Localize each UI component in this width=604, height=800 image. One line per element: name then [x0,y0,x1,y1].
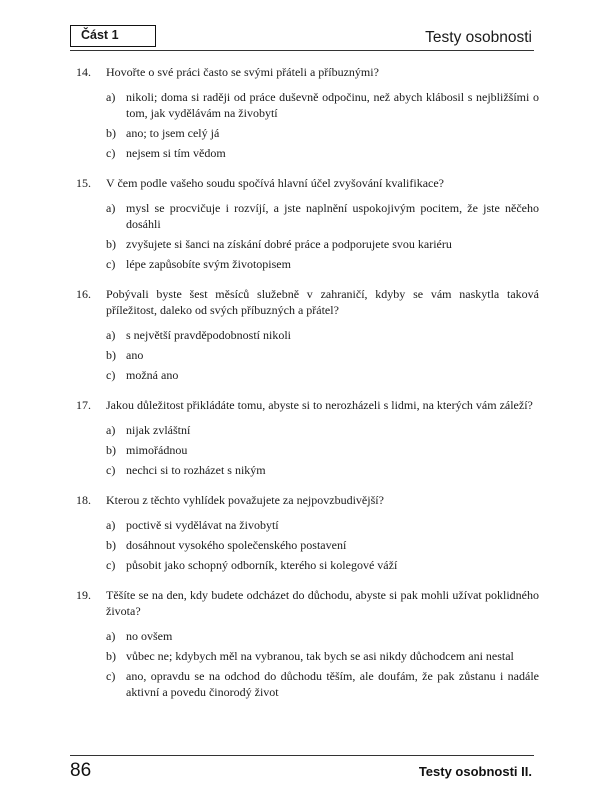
option-letter: c) [106,257,116,271]
answer-option [106,200,539,232]
option-text: nikoli; doma si raději od práce duševně odpočinu, než abych klábosil s nejbližšími o tom, jak vydělávám na živobytí [126,90,539,120]
answer-option [106,256,539,272]
option-text: ano, opravdu se na odchod do důchodu těším, ale doufám, že pak zůstanu i nadále aktivní a povedu činorodý život [126,669,539,699]
answer-option [106,89,539,121]
option-letter: c) [106,368,116,382]
option-letter: a) [106,90,116,104]
question-17 [76,397,539,478]
option-text: no ovšem [126,629,173,643]
answer-option [106,668,539,700]
option-letter: b) [106,443,116,457]
answer-option [106,125,539,141]
option-text: vůbec ne; kdybych měl na vybranou, tak bych se asi nikdy důchodcem ani nestal [126,649,514,663]
header-title: Testy osobnosti [425,29,532,46]
option-letter: c) [106,558,116,572]
question-number: 15. [76,176,91,190]
option-letter: a) [106,518,116,532]
question-15 [76,175,539,272]
option-text: možná ano [126,368,179,382]
option-text: mimořádnou [126,443,188,457]
option-text: dosáhnout vysokého společenského postavení [126,538,347,552]
option-text: zvyšujete si šanci na získání dobré práce a podporujete svou kariéru [126,237,452,251]
option-text: s největší pravděpodobností nikoli [126,328,291,342]
question-text: Těšíte se na den, kdy budete odcházet do důchodu, abyste si pak mohli užívat poklidného života? [106,588,539,618]
question-number: 18. [76,493,91,507]
option-text: nechci si to rozházet s nikým [126,463,266,477]
option-text: ano; to jsem celý já [126,126,220,140]
answer-option [106,462,539,478]
option-text: poctivě si vydělávat na živobytí [126,518,279,532]
footer-divider [70,755,534,756]
answer-option [106,557,539,573]
option-letter: c) [106,669,116,683]
option-letter: b) [106,237,116,251]
option-letter: a) [106,423,116,437]
option-letter: b) [106,649,116,663]
question-18 [76,492,539,573]
option-text: nejsem si tím vědom [126,146,226,160]
answer-option [106,422,539,438]
question-text: Pobývali byste šest měsíců služebně v zahraničí, kdyby se vám naskytla taková příležitost, daleko od svých příbuzných a přátel? [106,287,539,317]
answer-option [106,628,539,644]
answer-option [106,145,539,161]
option-text: lépe zapůsobíte svým životopisem [126,257,291,271]
option-letter: b) [106,538,116,552]
answer-option [106,347,539,363]
option-letter: c) [106,146,116,160]
answer-option [106,442,539,458]
question-14 [76,64,539,161]
answer-option [106,236,539,252]
question-19 [76,587,539,700]
question-text: Hovořte o své práci často se svými přáteli a příbuznými? [106,65,379,79]
question-16 [76,286,539,383]
option-letter: b) [106,126,116,140]
option-letter: c) [106,463,116,477]
option-text: působit jako schopný odborník, kterého si kolegové váží [126,558,398,572]
answer-option [106,327,539,343]
header-divider [70,50,534,51]
question-number: 16. [76,287,91,301]
questions-list [76,64,539,714]
footer-title: Testy osobnosti II. [418,764,532,779]
option-text: ano [126,348,144,362]
question-number: 19. [76,588,91,602]
option-letter: a) [106,328,116,342]
page-number: 86 [70,760,92,781]
question-text: Jakou důležitost přikládáte tomu, abyste si to nerozházeli s lidmi, na kterých vám záleží? [106,398,533,412]
answer-option [106,648,539,664]
answer-option [106,517,539,533]
option-letter: a) [106,629,116,643]
question-text: Kterou z těchto vyhlídek považujete za nejpovzbudivější? [106,493,384,507]
option-letter: b) [106,348,116,362]
part-label: Část 1 [70,25,156,47]
option-letter: a) [106,201,116,215]
option-text: mysl se procvičuje i rozvíjí, a jste naplnění uspokojivým pocitem, že jste něčeho dosáhli [126,201,539,231]
question-number: 17. [76,398,91,412]
question-text: V čem podle vašeho soudu spočívá hlavní účel zvyšování kvalifikace? [106,176,445,190]
option-text: nijak zvláštní [126,423,191,437]
answer-option [106,367,539,383]
answer-option [106,537,539,553]
question-number: 14. [76,65,91,79]
